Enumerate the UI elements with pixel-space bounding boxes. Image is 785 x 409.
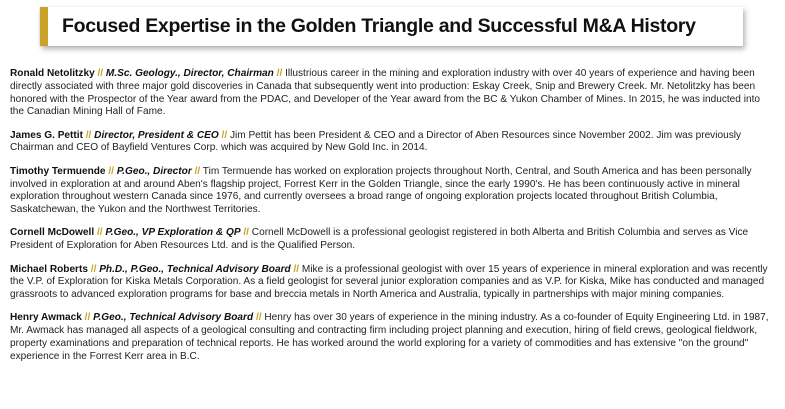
separator: // (85, 129, 92, 141)
bio-role: P.Geo., Director (116, 165, 192, 177)
bio-text: Cornell McDowell is a professional geologist registered in both Alberta and British Columbia and serves as Vice President of Exploration for Aben Resources Ltd. and is the Qualified Person. (10, 227, 749, 252)
bio-role: P.Geo., VP Exploration & QP (105, 227, 241, 239)
bio-role: M.Sc. Geology., Director, Chairman (105, 68, 274, 79)
bio-text: Henry has over 30 years of experience in the mining industry. As a co-founder of Equity Engineering Ltd. in 1987, Mr. Awmack has managed all aspects of a geological consulting and contracting firm including project planning and execution, hiring of field crews, geological fieldwork, property examinations and preparation of technical reports. He has worked around the world exploring for a variety of commodities and has extensive "on the ground" experience in the Forrest Kerr area in B.C. (10, 312, 769, 362)
bio-role: P.Geo., Technical Advisory Board (93, 312, 254, 324)
separator: // (96, 227, 103, 239)
bio-awmack (10, 312, 772, 363)
separator: // (243, 227, 249, 239)
bio-text: Mike is a professional geologist with over 15 years of experience in mineral exploration and was recently the V.P. of Exploration for Kiska Metals Corporation. As a field geologist for several junior exploration companies and as V.P. for Kiska, Mike has conducted and managed grassroots to advanced exploration programs for base and breccia metals in North America and Australia, typically in partnerships with major mining companies. (10, 263, 768, 301)
title-accent-bar (40, 7, 48, 46)
bio-text: Illustrious career in the mining and exploration industry with over 40 years of experience and having been directly associated with three major gold discoveries in Canada that subsequently went into production: Eskay Creek, Snip and Brewery Creek. Mr. Netolitzky has been honored with the Prospector of the Year award from the PDAC, and Developer of the Year award from the BC & Yukon Chamber of Mines. In 2015, he was inducted into the Canadian Mining Hall of Fame. (10, 68, 760, 118)
bio-role: Ph.D., P.Geo., Technical Advisory Board (99, 263, 291, 275)
bio-name: Cornell McDowell (10, 227, 95, 239)
bio-list (10, 68, 772, 374)
bio-termuende (10, 166, 772, 217)
bio-name: Michael Roberts (10, 263, 88, 275)
separator: // (194, 165, 201, 177)
bio-name: Henry Awmack (10, 312, 82, 324)
separator: // (108, 165, 114, 177)
bio-name: Ronald Netolitzky (10, 68, 95, 79)
bio-name: James G. Pettit (10, 129, 83, 141)
separator: // (84, 312, 91, 324)
separator: // (276, 68, 283, 79)
separator: // (97, 68, 104, 79)
bio-name: Timothy Termuende (10, 165, 106, 177)
separator: // (221, 129, 228, 141)
bio-text: Tim Termuende has worked on exploration projects throughout North, Central, and South America and has been personally involved in exploration at and around Aben's flagship project, Forrest Kerr in the Golden Triangle, since the early 1990's. He has been continuously active in mineral exploration throughout western Canada since 1976, and currently oversees a broad range of ongoing exploration projects located throughout British Columbia, Saskatchewan, the Yukon and the Northwest Territories. (10, 165, 752, 216)
page-title: Focused Expertise in the Golden Triangle and Successful M&A History (62, 15, 696, 37)
bio-role: Director, President & CEO (94, 129, 219, 141)
bio-pettit (10, 130, 772, 156)
separator: // (255, 312, 262, 324)
bio-mcdowell (10, 227, 772, 253)
bio-text: Jim Pettit has been President & CEO and a Director of Aben Resources since November 2002. Jim was previously Chairman and CEO of Bayfield Ventures Corp. which was acquired by New Gold Inc. in 2014. (10, 129, 742, 154)
page-title-box (40, 7, 743, 46)
bio-roberts (10, 264, 772, 302)
bio-netolitzky (10, 68, 772, 119)
separator: // (293, 263, 300, 275)
separator: // (90, 263, 97, 275)
